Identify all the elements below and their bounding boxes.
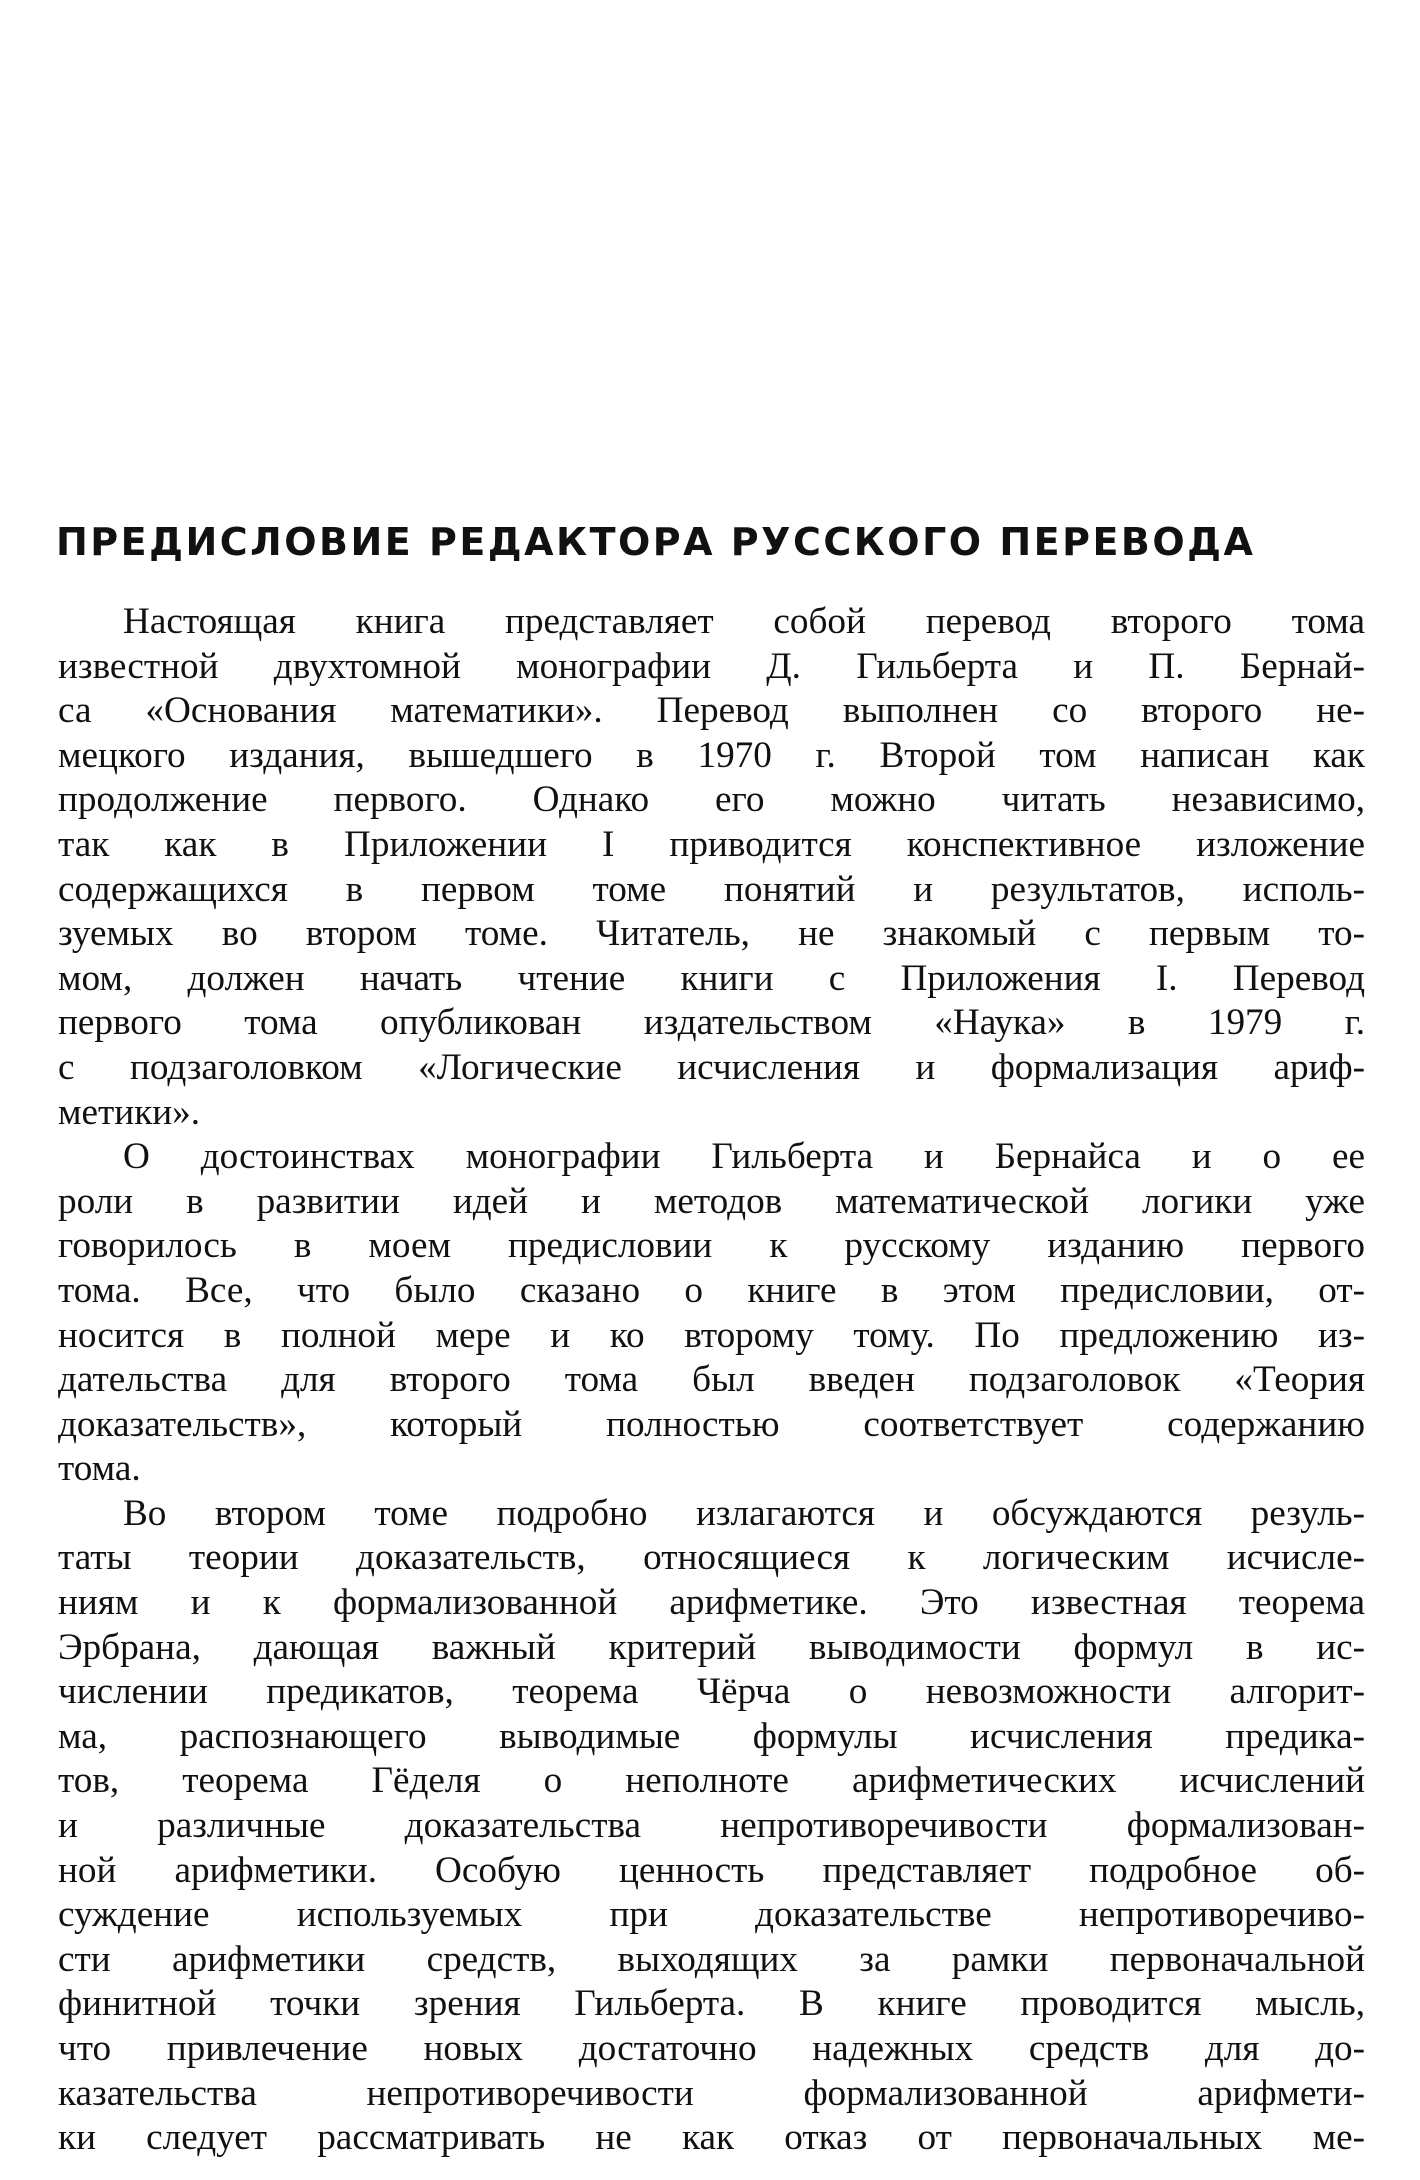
text-line: так как в Приложении I приводится конспективное изложение (58, 823, 1365, 865)
body-text (58, 600, 1365, 2161)
text-line: дательства для второго тома был введен подзаголовок «Теория (58, 1359, 1365, 1401)
text-line: говорилось в моем предисловии к русскому изданию первого (58, 1225, 1365, 1267)
text-line: финитной точки зрения Гильберта. В книге проводится мысль, (58, 1983, 1365, 2025)
text-line: с подзаголовком «Логические исчисления и формализация ариф- (58, 1046, 1365, 1088)
text-line: суждение используемых при доказательстве непротиворечиво- (58, 1894, 1365, 1936)
text-line: ной арифметики. Особую ценность представляет подробное об- (58, 1849, 1365, 1891)
text-line: содержащихся в первом томе понятий и результатов, исполь- (58, 868, 1365, 910)
text-line: и различные доказательства непротиворечивости формализован- (58, 1805, 1365, 1847)
chapter-heading: ПРЕДИСЛОВИЕ РЕДАКТОРА РУССКОГО ПЕРЕВОДА (56, 520, 1256, 564)
text-line: продолжение первого. Однако его можно читать независимо, (58, 779, 1365, 821)
text-line: Эрбрана, дающая важный критерий выводимости формул в ис- (58, 1626, 1365, 1668)
text-line: числении предикатов, теорема Чёрча о невозможности алгорит- (58, 1671, 1365, 1713)
text-line: роли в развитии идей и методов математической логики уже (58, 1180, 1365, 1222)
text-line: зуемых во втором томе. Читатель, не знакомый с первым то- (58, 913, 1365, 955)
text-line: мецкого издания, вышедшего в 1970 г. Второй том написан как (58, 734, 1365, 776)
text-line: ниям и к формализованной арифметике. Это известная теорема (58, 1582, 1365, 1624)
paragraph-3 (58, 1492, 1365, 2161)
text-line: доказательств», который полностью соответствует содержанию (58, 1403, 1365, 1445)
text-line: таты теории доказательств, относящиеся к логическим исчисле- (58, 1537, 1365, 1579)
text-line: метики». (58, 1091, 201, 1133)
text-line: мом, должен начать чтение книги с Приложения I. Перевод (58, 957, 1365, 999)
text-line: тома. Все, что было сказано о книге в этом предисловии, от- (58, 1269, 1365, 1311)
text-line: О достоинствах монографии Гильберта и Бернайса и о ее (123, 1136, 1365, 1178)
text-line: тов, теорема Гёделя о неполноте арифметических исчислений (58, 1760, 1365, 1802)
text-line: ма, распознающего выводимые формулы исчисления предика- (58, 1715, 1365, 1757)
text-line: известной двухтомной монографии Д. Гильберта и П. Бернай- (58, 645, 1365, 687)
text-line: что привлечение новых достаточно надежных средств для до- (58, 2028, 1365, 2069)
text-line: первого тома опубликован издательством «Наука» в 1979 г. (58, 1002, 1365, 1044)
text-line: са «Основания математики». Перевод выполнен со второго не- (58, 690, 1365, 732)
text-line: тома. (58, 1448, 141, 1490)
text-line: ки следует рассматривать не как отказ от первоначальных ме- (58, 2117, 1365, 2159)
text-line: Настоящая книга представляет собой перевод второго тома (123, 601, 1365, 642)
text-line: носится в полной мере и ко второму тому. По предложению из- (58, 1314, 1365, 1356)
text-line: сти арифметики средств, выходящих за рамки первоначальной (58, 1938, 1365, 1980)
paragraph-1 (58, 600, 1365, 1135)
text-line: казательства непротиворечивости формализованной арифмети- (58, 2072, 1365, 2114)
paragraph-2 (58, 1135, 1365, 1492)
text-line: Во втором томе подробно излагаются и обсуждаются резуль- (123, 1492, 1365, 1534)
